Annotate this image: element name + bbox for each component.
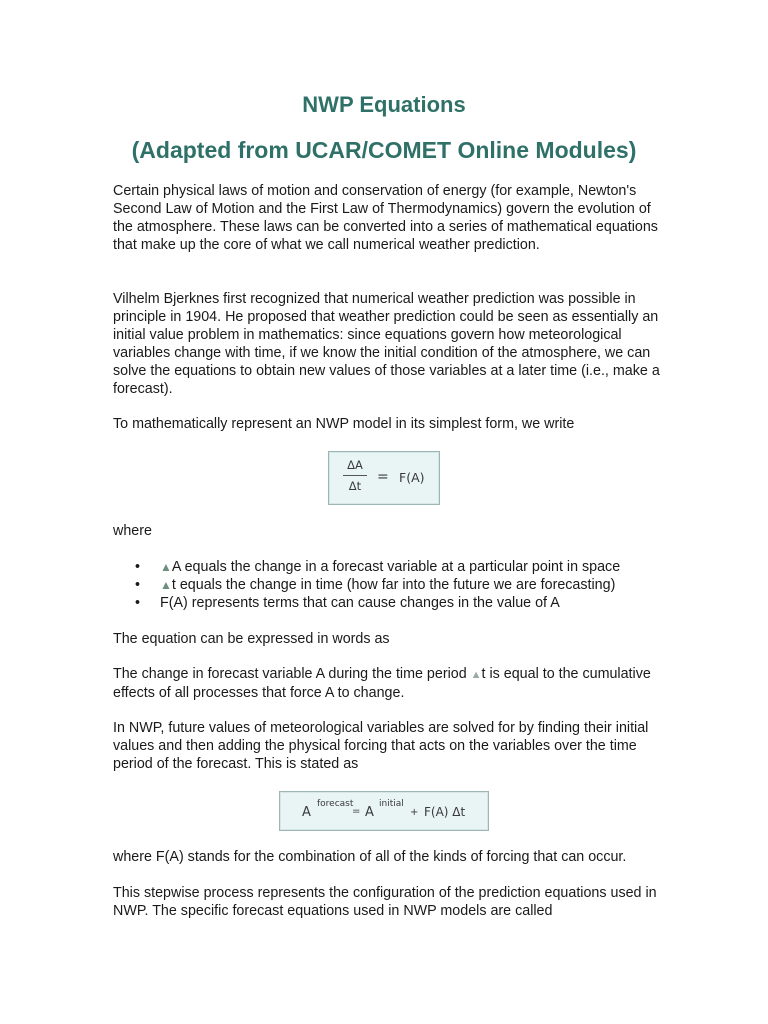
words-text-after: t is equal to the cumulative effects of all processes that force A to change. <box>113 666 651 701</box>
equals-sign: = <box>352 806 361 817</box>
page-title: NWP Equations <box>302 92 466 117</box>
list-item-text: A equals the change in a forecast variable at a particular point in space <box>171 559 621 575</box>
bjerknes-paragraph: Vilhelm Bjerknes first recognized that numerical weather prediction was possible in principle in 1904. He proposed that weather prediction could be seen as essentially an initial value problem in mathematics: since equations govern how meteorological variables change with time, if we know the initial condition of the atmosphere, we can solve the equations to obtain new values of those variables at a later time (i.e., make a forecast). <box>113 291 660 397</box>
forcing-definition-paragraph: where F(A) stands for the combination of all of the kinds of forcing that can occur. <box>113 849 627 865</box>
equals-sign: = <box>377 469 389 485</box>
fraction-denominator: Δt <box>348 479 362 493</box>
delta-triangle-icon: ▲ <box>470 669 482 681</box>
bullet-icon: • <box>135 595 141 611</box>
plus-sign: + <box>410 807 419 818</box>
words-intro-paragraph: The equation can be expressed in words as <box>113 631 390 647</box>
intro-paragraph: Certain physical laws of motion and conservation of energy (for example, Newton's Second Law of Motion and the First Law of Thermodynamics) govern the evolution of the atmosphere. These laws can be converted into a series of mathematical equations that make up the core of what we call numerical weather prediction. <box>113 183 658 253</box>
equation-forecast-form <box>279 791 489 831</box>
equation-fraction <box>343 458 367 494</box>
list-item <box>113 594 673 612</box>
list-item-text: F(A) represents terms that can cause changes in the value of A <box>160 595 560 611</box>
forecast-variable: A <box>302 805 311 820</box>
definitions-list <box>113 558 673 612</box>
forecast-superscript: forecast <box>317 799 354 809</box>
equation-rhs: F(A) <box>399 470 425 485</box>
delta-triangle-icon: ▲ <box>160 578 172 592</box>
words-paragraph <box>113 665 673 702</box>
initial-variable: A <box>365 805 374 820</box>
fraction-numerator: ΔA <box>347 458 363 472</box>
words-text-before: The change in forecast variable A during the time period <box>113 666 471 682</box>
stepwise-paragraph: This stepwise process represents the configuration of the prediction equations used in NWP. The specific forecast equations used in NWP models are called <box>113 885 657 919</box>
forcing-paragraph: In NWP, future values of meteorological variables are solved for by finding their initial values and then adding the physical forcing that acts on the variables over the time period of the forecast. This is stated as <box>113 720 649 772</box>
equation-simple-form <box>328 451 440 505</box>
list-item-text: t equals the change in time (how far into the future we are forecasting) <box>171 577 616 593</box>
page-subtitle: (Adapted from UCAR/COMET Online Modules) <box>131 137 637 163</box>
bullet-icon: • <box>135 559 141 575</box>
list-item <box>113 576 673 594</box>
list-item <box>113 558 673 576</box>
bullet-icon: • <box>135 577 141 593</box>
where-label: where <box>113 523 152 539</box>
forcing-term: F(A) Δt <box>424 805 466 819</box>
representation-paragraph: To mathematically represent an NWP model in its simplest form, we write <box>113 416 575 432</box>
initial-superscript: initial <box>379 799 404 809</box>
delta-triangle-icon: ▲ <box>160 560 172 574</box>
fraction-bar <box>343 475 367 476</box>
